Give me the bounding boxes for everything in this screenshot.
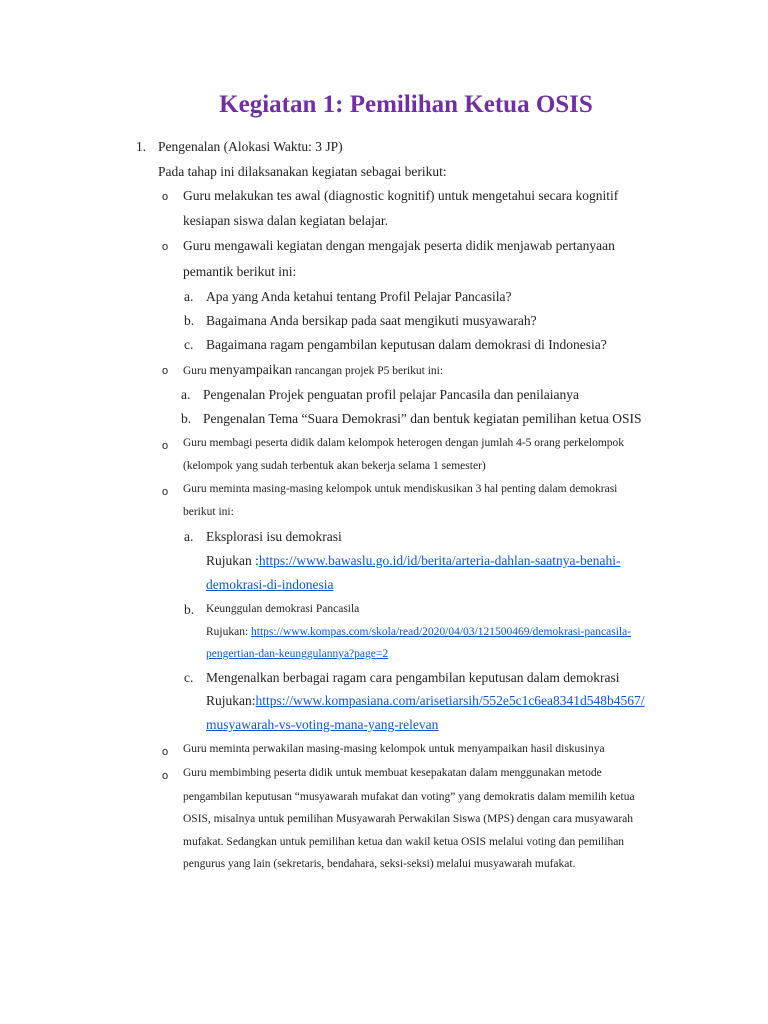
- topic-title: Mengenalkan berbagai ragam cara pengambilan keputusan dalam demokrasi: [206, 670, 620, 685]
- projek-item: Pengenalan Projek penguatan profil pelajar Pancasila dan penilaianya: [203, 387, 579, 402]
- section-heading: Pengenalan (Alokasi Waktu: 3 JP): [158, 139, 343, 154]
- section-number: 1.: [136, 139, 147, 154]
- projek-item: Pengenalan Tema “Suara Demokrasi” dan bentuk kegiatan pemilihan ketua OSIS: [203, 411, 642, 426]
- bullet-1-line-1: Guru melakukan tes awal (diagnostic kognitif) untuk mengetahui secara kognitif: [183, 188, 619, 203]
- list-marker: b.: [181, 411, 192, 426]
- topic-title: Eksplorasi isu demokrasi: [206, 529, 342, 544]
- list-marker: b.: [184, 313, 195, 328]
- list-marker: a.: [184, 529, 194, 544]
- bullet-2-line-1: Guru mengawali kegiatan dengan mengajak peserta didik menjawab pertanyaan: [183, 238, 615, 253]
- question-item: Bagaimana Anda bersikap pada saat mengikuti musyawarah?: [206, 313, 537, 328]
- question-item: Bagaimana ragam pengambilan keputusan dalam demokrasi di Indonesia?: [206, 337, 607, 352]
- list-marker: c.: [184, 670, 194, 685]
- bullet-7-line: Guru membimbing peserta didik untuk membuat kesepakatan dalam menggunakan metode: [183, 767, 602, 779]
- bullet-marker: o: [162, 241, 169, 253]
- topic-title: Keunggulan demokrasi Pancasila: [206, 603, 360, 615]
- bullet-7-line: pengambilan keputusan “musyawarah mufakat dan voting” yang demokratis dalam memilih ketua: [183, 791, 635, 803]
- bullet-3-prefix: Guru: [183, 365, 210, 377]
- bullet-marker: o: [162, 746, 169, 758]
- bullet-6-line-1: Guru meminta perwakilan masing-masing kelompok untuk menyampaikan hasil diskusinya: [183, 743, 605, 755]
- reference-link[interactable]: pengertian-dan-keunggulannya?page=2: [206, 648, 389, 660]
- bullet-7-line: OSIS, misalnya untuk pemilihan Musyawarah Perwakilan Siswa (MPS) dengan cara musyawarah: [183, 813, 634, 825]
- list-marker: a.: [181, 387, 191, 402]
- bullet-marker: o: [162, 486, 169, 498]
- list-marker: b.: [184, 602, 195, 617]
- bullet-1-line-2: kesiapan siswa dalan kegiatan belajar.: [183, 213, 389, 228]
- reference-link[interactable]: demokrasi-di-indonesia: [206, 577, 334, 592]
- reference-label: Rujukan :: [206, 553, 259, 568]
- reference-link[interactable]: https://www.kompasiana.com/arisetiarsih/552e5c1c6ea8341d548b4567/: [255, 693, 645, 708]
- bullet-marker: o: [162, 191, 169, 203]
- bullet-2-line-2: pemantik berikut ini:: [183, 264, 297, 279]
- bullet-3-verb: menyampaikan: [209, 362, 292, 377]
- bullet-3-line: [183, 362, 443, 379]
- list-marker: c.: [184, 337, 194, 352]
- bullet-7-line: mufakat. Sedangkan untuk pemilihan ketua dan wakil ketua OSIS melalui voting dan pemilihan: [183, 836, 625, 848]
- bullet-5-line-1: Guru meminta masing-masing kelompok untuk mendiskusikan 3 hal penting dalam demokrasi: [183, 483, 618, 495]
- bullet-5-line-2: berikut ini:: [183, 506, 234, 518]
- bullet-marker: o: [162, 770, 169, 782]
- bullet-3-rest: rancangan projek P5 berikut ini:: [292, 365, 444, 377]
- reference-line: [206, 693, 645, 709]
- reference-line: [206, 553, 621, 569]
- bullet-7-line: pengurus yang lain (sekretaris, bendahara, seksi-seksi) melalui musyawarah mufakat.: [183, 858, 576, 870]
- bullet-4-line-1: Guru membagi peserta didik dalam kelompok heterogen dengan jumlah 4-5 orang perkelompok: [183, 437, 625, 449]
- section-intro: Pada tahap ini dilaksanakan kegiatan sebagai berikut:: [158, 164, 447, 179]
- page-title: Kegiatan 1: Pemilihan Ketua OSIS: [219, 91, 593, 118]
- question-item: Apa yang Anda ketahui tentang Profil Pelajar Pancasila?: [206, 289, 512, 304]
- reference-link[interactable]: https://www.kompas.com/skola/read/2020/04/03/121500469/demokrasi-pancasila-: [251, 626, 632, 638]
- list-marker: a.: [184, 289, 194, 304]
- reference-label: Rujukan:: [206, 626, 252, 638]
- bullet-marker: o: [162, 440, 169, 452]
- reference-link[interactable]: https://www.bawaslu.go.id/id/berita/arteria-dahlan-saatnya-benahi-: [258, 553, 621, 568]
- bullet-4-line-2: (kelompok yang sudah terbentuk akan bekerja selama 1 semester): [183, 460, 486, 472]
- reference-link[interactable]: musyawarah-vs-voting-mana-yang-relevan: [206, 717, 439, 732]
- reference-label: Rujukan:: [206, 693, 256, 708]
- reference-line: [206, 626, 631, 640]
- bullet-marker: o: [162, 365, 169, 377]
